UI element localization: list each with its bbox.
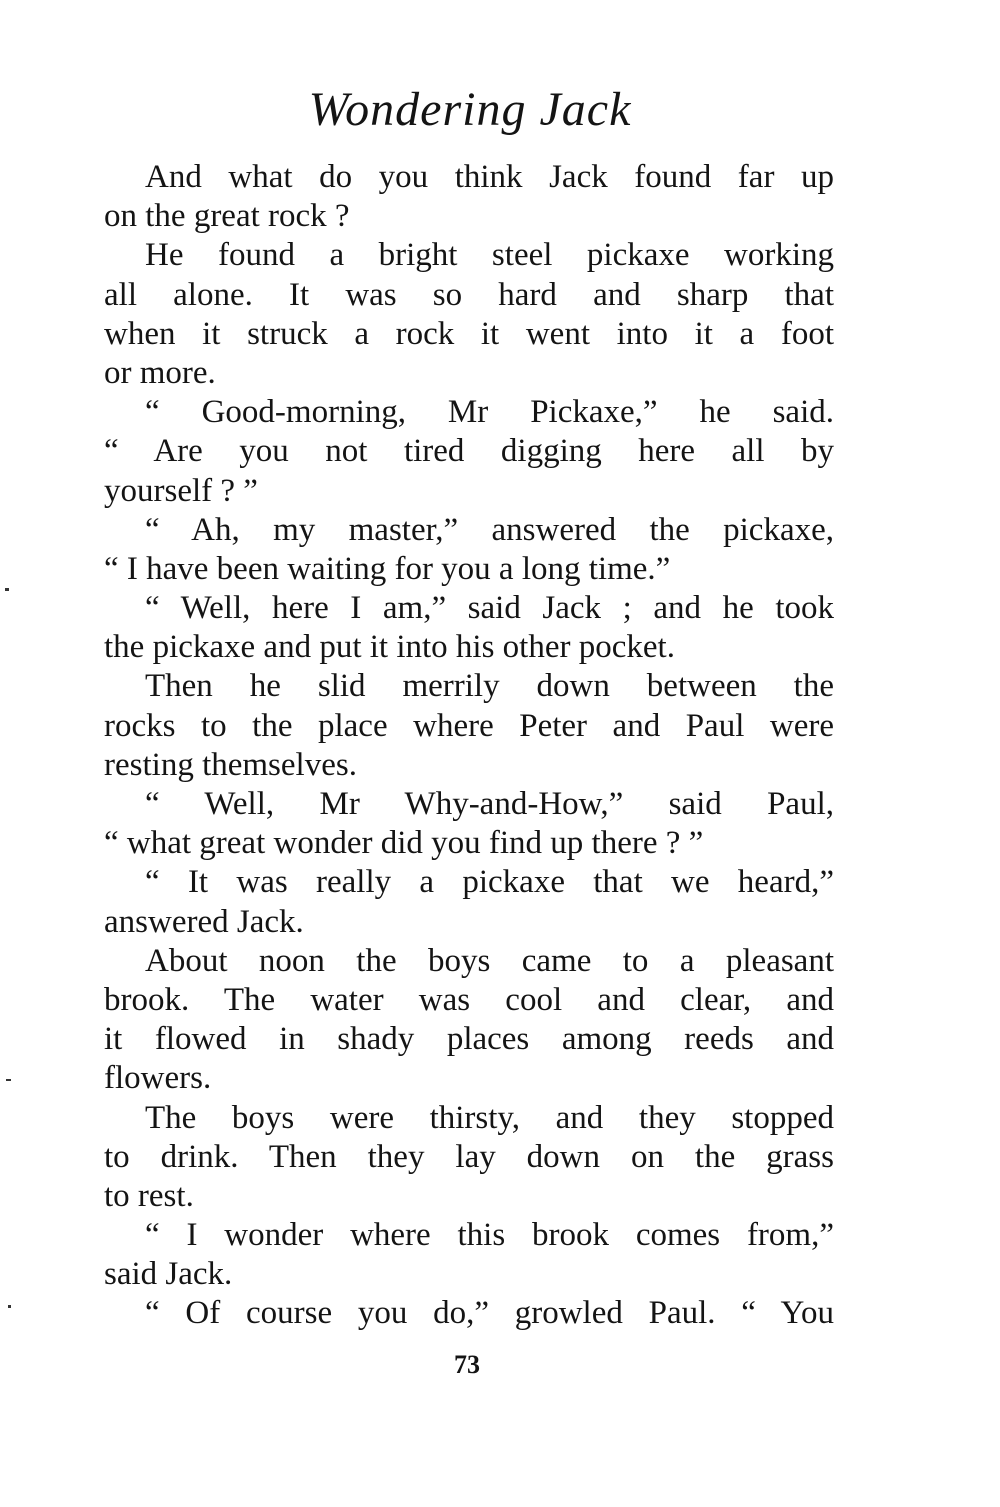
text-line: “ Well, Mr Why-and-How,” said Paul, bbox=[145, 786, 834, 822]
text-line: “ I wonder where this brook comes from,” bbox=[145, 1217, 834, 1254]
text-line: “ Good-morning, Mr Pickaxe,” he said. bbox=[145, 394, 834, 431]
text-line: Then he slid merrily down between the bbox=[145, 668, 834, 705]
text-line: And what do you think Jack found far up bbox=[145, 159, 834, 195]
margin-speck bbox=[6, 1079, 11, 1081]
text-line: “ Well, here I am,” said Jack ; and he took bbox=[145, 590, 834, 627]
text-line: answered Jack. bbox=[104, 903, 304, 940]
text-line: resting themselves. bbox=[104, 746, 357, 783]
text-line: when it struck a rock it went into it a foot bbox=[104, 315, 834, 352]
text-line: to rest. bbox=[104, 1177, 194, 1214]
text-line: on the great rock ? bbox=[104, 198, 350, 235]
margin-speck bbox=[8, 1305, 11, 1308]
text-line: or more. bbox=[104, 354, 216, 391]
text-line: rocks to the place where Peter and Paul were bbox=[104, 707, 834, 744]
text-line: the pickaxe and put it into his other pocket. bbox=[104, 629, 675, 666]
text-line: “ I have been waiting for you a long time.” bbox=[104, 550, 671, 587]
text-line: About noon the boys came to a pleasant bbox=[145, 942, 834, 979]
text-line: flowers. bbox=[104, 1060, 212, 1097]
text-line: “ Are you not tired digging here all by bbox=[104, 433, 834, 470]
margin-speck bbox=[5, 588, 9, 591]
text-line: brook. The water was cool and clear, and bbox=[104, 981, 834, 1018]
text-line: “ It was really a pickaxe that we heard,” bbox=[145, 864, 834, 901]
running-title: Wondering Jack bbox=[308, 83, 632, 136]
body-text bbox=[104, 158, 834, 1334]
text-line: yourself ? ” bbox=[104, 472, 258, 509]
text-line: “ Ah, my master,” answered the pickaxe, bbox=[145, 511, 834, 548]
page-number: 73 bbox=[454, 1350, 480, 1379]
text-line: He found a bright steel pickaxe working bbox=[145, 237, 834, 274]
text-line: said Jack. bbox=[104, 1256, 233, 1293]
text-line: to drink. Then they lay down on the grass bbox=[104, 1138, 834, 1175]
text-line: “ Of course you do,” growled Paul. “ You bbox=[145, 1295, 834, 1332]
text-line: all alone. It was so hard and sharp that bbox=[104, 276, 834, 313]
text-line: The boys were thirsty, and they stopped bbox=[145, 1099, 834, 1136]
text-line: “ what great wonder did you find up there ? ” bbox=[104, 825, 704, 862]
text-line: it flowed in shady places among reeds and bbox=[104, 1021, 834, 1058]
